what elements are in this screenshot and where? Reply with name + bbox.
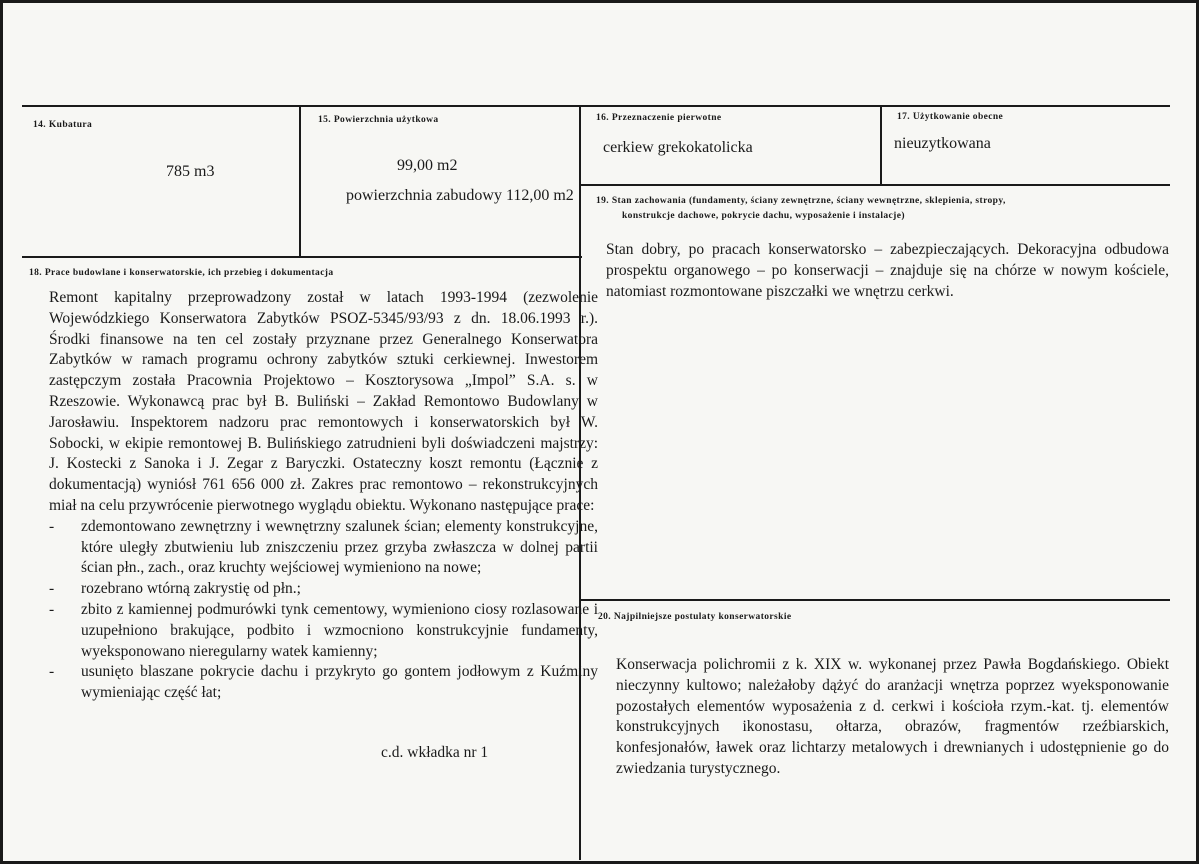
- continued-note: c.d. wkładka nr 1: [381, 744, 489, 761]
- stan-zachowania-label-line1: 19. Stan zachowania (fundamenty, ściany zewnętrzne, ściany wewnętrzne, sklepienia, stropy,: [596, 196, 1006, 206]
- postulaty-label: 20. Najpilniejsze postulaty konserwatorskie: [598, 612, 792, 622]
- divider-14-15: [299, 106, 301, 257]
- divider-16-17: [880, 106, 882, 185]
- przeznaczenie-value: cerkiew grekokatolicka: [603, 139, 753, 156]
- list-item: - zbito z kamiennej podmurówki tynk cementowy, wymieniono ciosy rozlasowane i uzupełniono brakujące, podbito i wzmocniono konstrukcyjnie fundamenty, wyeksponowano nieregularny watek kamienny;: [49, 600, 598, 662]
- stan-zachowania-text: Stan dobry, po pracach konserwatorsko – zabezpieczających. Dekoracyjna odbudowa prospektu organowego – po konserwacji – znajduje się na chórze w nowym kościele, natomiast rozmontowane piszczałki we wnętrzu cerkwi.: [606, 241, 1169, 300]
- list-item: - rozebrano wtórną zakrystię od płn.;: [49, 579, 598, 600]
- powierzchnia-zabudowy-value: powierzchnia zabudowy 112,00 m2: [346, 187, 574, 204]
- kubatura-label: 14. Kubatura: [33, 120, 93, 130]
- list-item: - usunięto blaszane pokrycie dachu i przykryto go gontem jodłowym z Kuźminy wymieniając część łat;: [49, 662, 598, 704]
- stan-zachowania-label-line2: konstrukcje dachowe, pokrycie dachu, wyposażenie i instalacje): [622, 211, 905, 221]
- powierzchnia-value: 99,00 m2: [397, 157, 458, 174]
- rule-above-20: [581, 599, 1170, 601]
- top-rule: [22, 105, 1170, 107]
- przeznaczenie-label: 16. Przeznaczenie pierwotne: [596, 113, 722, 123]
- prace-budowlane-label: 18. Prace budowlane i konserwatorskie, ich przebieg i dokumentacja: [29, 268, 334, 278]
- uzytkowanie-value: nieuzytkowana: [894, 135, 991, 152]
- kubatura-value: 785 m3: [166, 163, 215, 180]
- prace-intro: Remont kapitalny przeprowadzony został w latach 1993-1994 (zezwolenie Wojewódzkiego Konserwatora Zabytków PSOZ-5345/93/93 z dn. 18.06.1993 r.). Środki finansowe na ten cel zostały przyznane przez Generalnego Konserwatora Zabytków w ramach programu ochrony zabytków sztuki cerkiewnej. Inwestorem zastępczym została Pracownia Projektowo – Kosztorysowa „Impol” S.A. s. w Rzeszowie. Wykonawcą prac był B. Buliński – Zakład Remontowo Budowlany w Jarosławiu. Inspektorem nadzoru prac remontowych i konserwatorskich był W. Sobocki, w ekipie remontowej B. Bulińskiego zatrudnieni byli doświadczeni majstrzy: J. Kostecki z Sanoka i J. Zegar z Baryczki. Ostateczny koszt remontu (Łącznie z dokumentacją) wyniósł 761 656 000 zł. Zakres prac remontowo – rekonstrukcyjnych miał na celu przywrócenie pierwotnego wyglądu obiektu. Wykonano następujące prace:: [49, 289, 598, 514]
- rule-under-15: [22, 256, 582, 258]
- list-item: - zdemontowano zewnętrzny i wewnętrzny szalunek ścian; elementy konstrukcyjne, które uległy zbutwieniu lub zniszczeniu przez grzyba zwłaszcza w dolnej partii ścian płn., zach., oraz kruchty wejściowej wymieniono na nowe;: [49, 517, 598, 579]
- rule-under-16-17: [581, 184, 1170, 186]
- prace-list: [49, 517, 598, 704]
- uzytkowanie-label: 17. Użytkowanie obecne: [897, 112, 1004, 122]
- prace-budowlane-text: [49, 288, 598, 704]
- postulaty-text: Konserwacja polichromii z k. XIX w. wykonanej przez Pawła Bogdańskiego. Obiekt nieczynny kultowo; należałoby dążyć do aranżacji wnętrza poprzez wyeksponowanie pozostałych elementów wyposażenia z d. cerkwi i kościoła rzym.-kat. tj. elementów konstrukcyjnych ikonostasu, ołtarza, obrazów, fragmentów rzeźbiarskich, konfesjonałów, ławek oraz lichtarzy metalowych i drewnianych i udostępnienie go do zwiedzania turystycznego.: [616, 656, 1169, 777]
- powierzchnia-label: 15. Powierzchnia użytkowa: [318, 115, 439, 125]
